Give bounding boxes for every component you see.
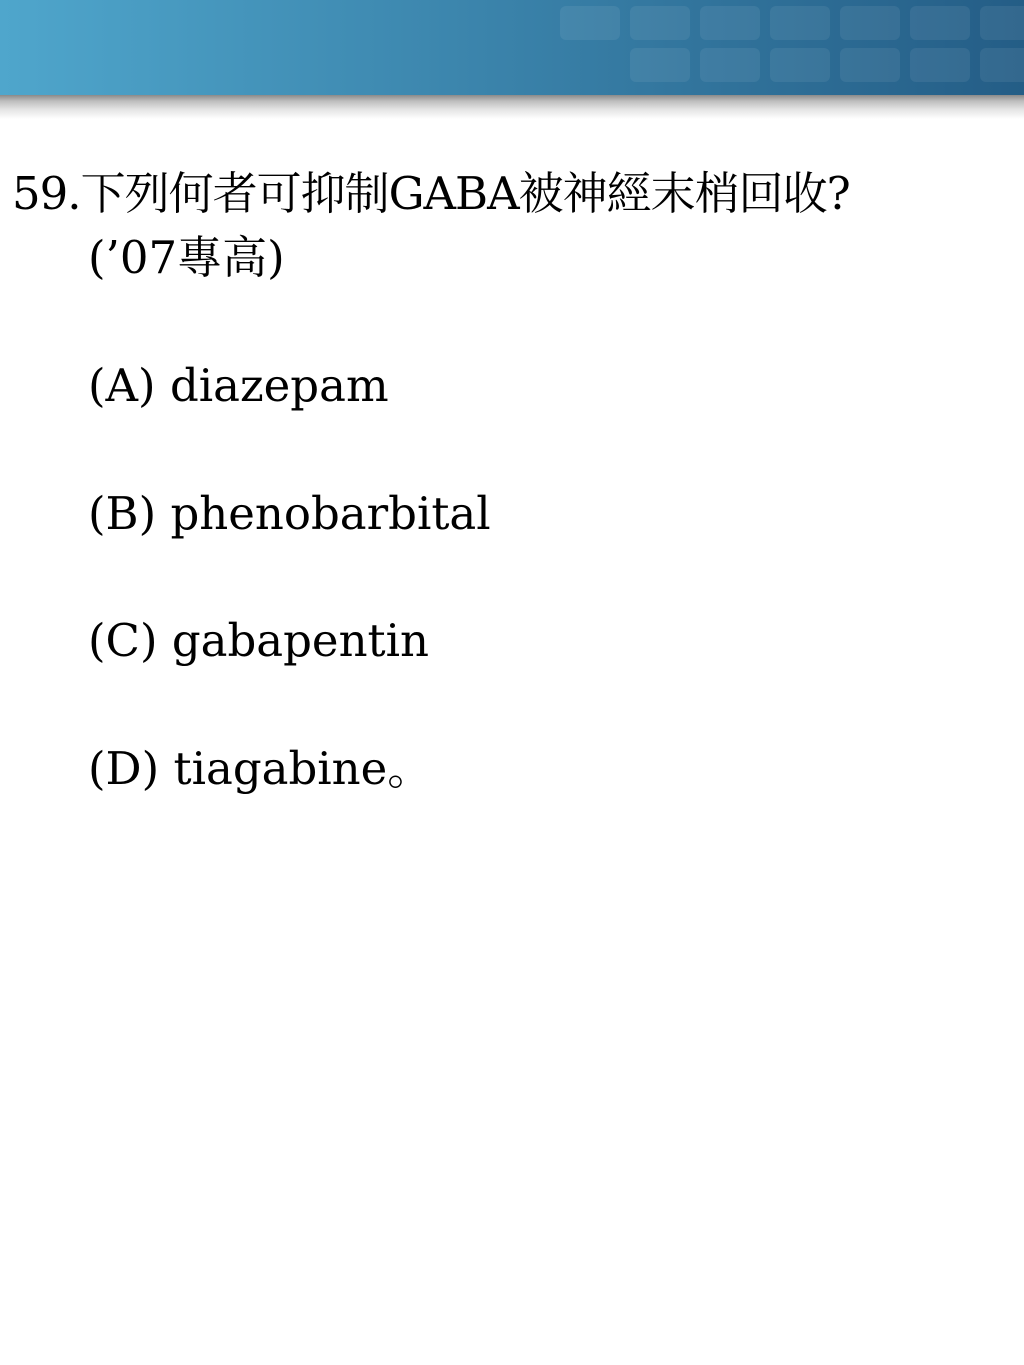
- banner-tile: [840, 6, 900, 40]
- banner-tile: [630, 6, 690, 40]
- banner-tile: [770, 6, 830, 40]
- banner-tile: [840, 48, 900, 82]
- banner-tile: [910, 48, 970, 82]
- banner-tile: [700, 48, 760, 82]
- option-label: (B): [88, 487, 157, 540]
- option-c: [88, 615, 429, 667]
- option-label: (D): [88, 742, 160, 795]
- option-d: [88, 743, 432, 795]
- option-a: [88, 360, 389, 412]
- banner-tile: [630, 48, 690, 82]
- option-b: [88, 488, 491, 540]
- question-source: (’07專高): [88, 231, 285, 284]
- banner-tile: [980, 48, 1024, 82]
- option-label: (C): [88, 614, 158, 667]
- header-divider: [0, 95, 1024, 119]
- option-text: diazepam: [169, 359, 389, 412]
- option-text: phenobarbital: [170, 487, 491, 540]
- banner-tile: [560, 6, 620, 40]
- option-text: gabapentin: [171, 614, 430, 667]
- header-banner: [0, 0, 1024, 95]
- question-text: 59.下列何者可抑制GABA被神經末梢回收?: [12, 167, 850, 220]
- banner-tile: [700, 6, 760, 40]
- banner-tile: [980, 6, 1024, 40]
- option-text: tiagabine。: [173, 742, 433, 795]
- banner-tile: [770, 48, 830, 82]
- option-label: (A): [88, 359, 156, 412]
- banner-tile: [910, 6, 970, 40]
